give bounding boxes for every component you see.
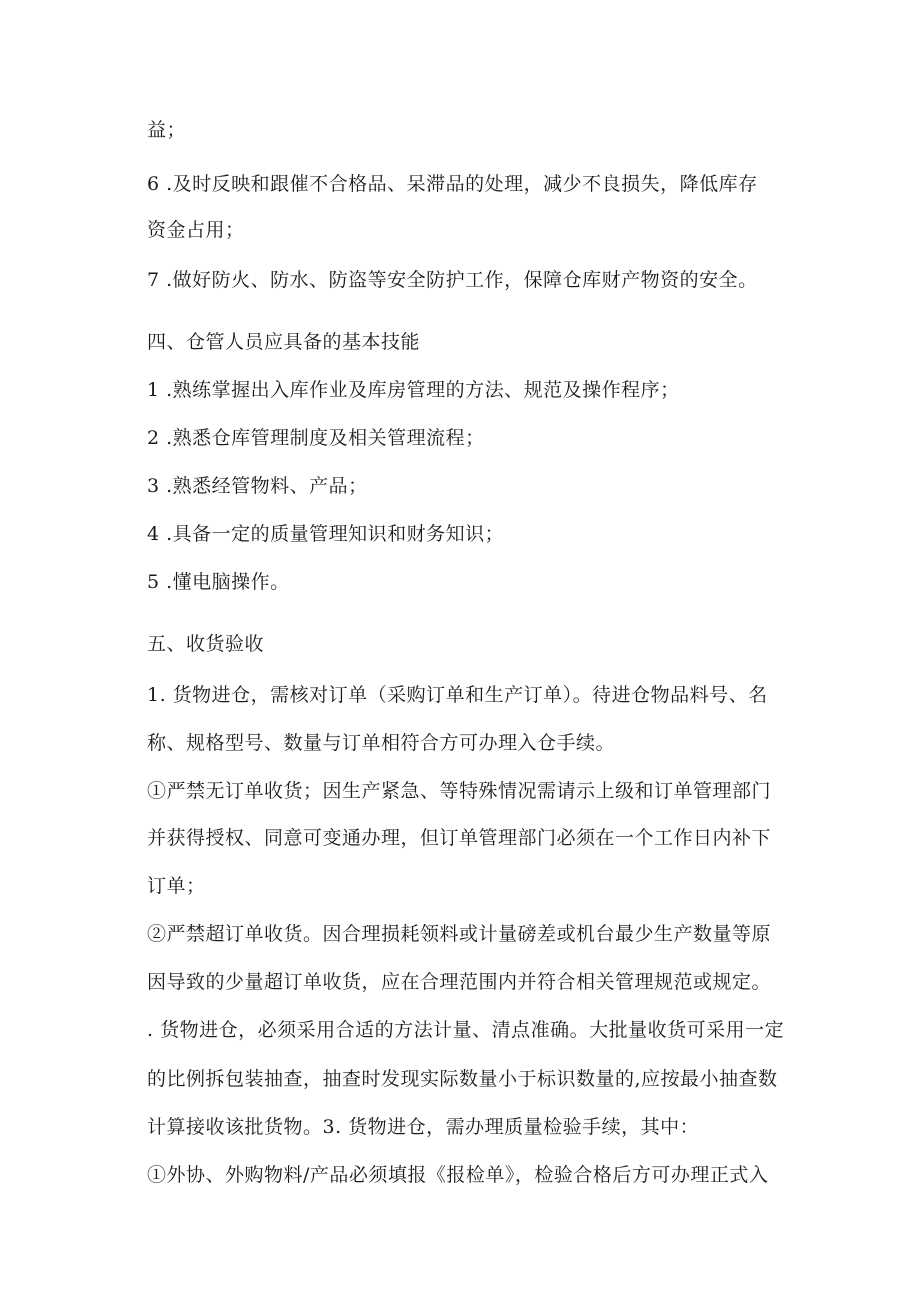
text-line: ①外协、外购物料/产品必须填报《报检单》，检验合格后方可办理正式入 (147, 1164, 769, 1186)
section-heading: 五、收货验收 (147, 633, 265, 655)
text-line: 1 .熟练掌握出入库作业及库房管理的方法、规范及操作程序； (147, 379, 680, 401)
text-line: . 货物进仓，必须采用合适的方法计量、清点准确。大批量收货可采用一定 (147, 1019, 785, 1041)
text-line: 5 .懂电脑操作。 (147, 571, 290, 593)
text-line: 计算接收该批货物。3. 货物进仓，需办理质量检验手续，其中： (147, 1116, 700, 1138)
text-line: 并获得授权、同意可变通办理，但订单管理部门必须在一个工作日内补下 (147, 827, 772, 849)
text-line: 2 .熟悉仓库管理制度及相关管理流程； (147, 427, 485, 449)
text-line: 益； (147, 119, 187, 141)
text-line: 6 .及时反映和跟催不合格品、呆滞品的处理，减少不良损失，降低库存 (147, 173, 758, 195)
text-line: 资金占用； (147, 219, 245, 241)
section-heading: 四、仓管人员应具备的基本技能 (147, 331, 421, 353)
text-line: 1. 货物进仓，需核对订单（采购订单和生产订单）。待进仓物品料号、名 (147, 684, 768, 706)
text-line: 4 .具备一定的质量管理知识和财务知识； (147, 523, 505, 545)
text-line: ②严禁超订单收货。因合理损耗领料或计量磅差或机台最少生产数量等原 (147, 923, 772, 945)
text-line: 称、规格型号、数量与订单相符合方可办理入仓手续。 (147, 732, 616, 754)
text-line: 3 .熟悉经管物料、产品； (147, 475, 368, 497)
text-line: 的比例拆包装抽查，抽查时发现实际数量小于标识数量的,应按最小抽查数 (147, 1068, 778, 1090)
text-line: ①严禁无订单收货；因生产紧急、等特殊情况需请示上级和订单管理部门 (147, 780, 772, 802)
text-line: 因导致的少量超订单收货，应在合理范围内并符合相关管理规范或规定。 (147, 971, 772, 993)
text-line: 7 .做好防火、防水、防盗等安全防护工作，保障仓库财产物资的安全。 (147, 269, 758, 291)
text-line: 订单； (147, 875, 206, 897)
